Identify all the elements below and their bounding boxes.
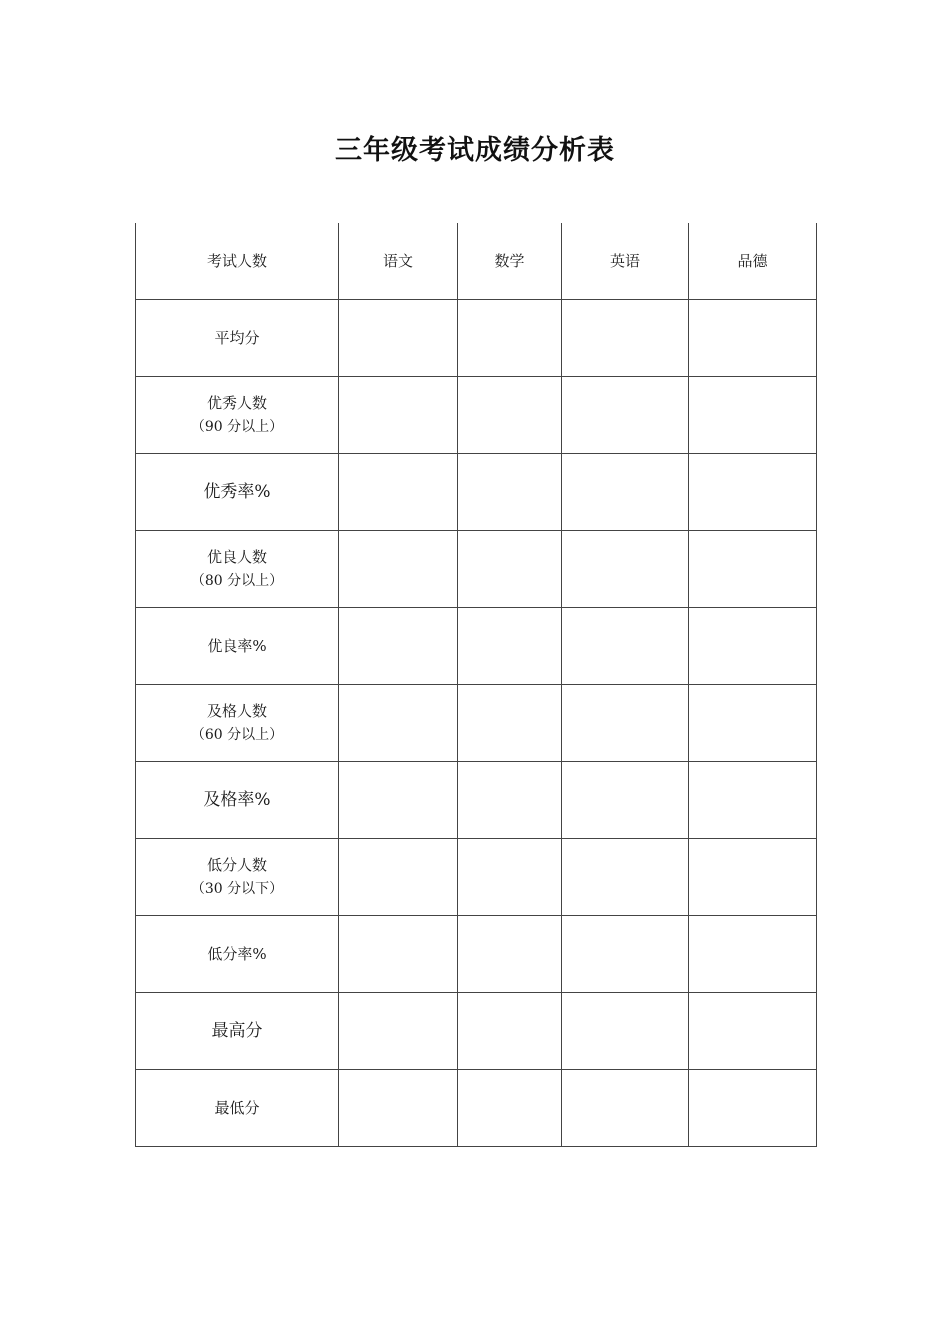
table-row: [136, 300, 817, 377]
row-sublabel: （90 分以上）: [190, 419, 284, 435]
empty-score-cell: [562, 1070, 689, 1147]
empty-score-cell: [562, 993, 689, 1070]
empty-score-cell: [339, 993, 458, 1070]
empty-score-cell: [458, 300, 562, 377]
header-subject-label: 英语: [609, 252, 640, 270]
empty-score-cell: [339, 762, 458, 839]
empty-score-cell: [562, 839, 689, 916]
row-label: 优秀率%: [203, 482, 271, 502]
table-row: [136, 1070, 817, 1147]
empty-score-cell: [562, 454, 689, 531]
row-label-cell: [136, 762, 339, 839]
header-corner-label: 考试人数: [206, 252, 267, 270]
row-label-cell: [136, 1070, 339, 1147]
empty-score-cell: [689, 993, 817, 1070]
empty-score-cell: [562, 377, 689, 454]
row-label-cell: [136, 608, 339, 685]
table-row: [136, 608, 817, 685]
header-subject-cell: [339, 223, 458, 300]
empty-score-cell: [458, 454, 562, 531]
empty-score-cell: [339, 685, 458, 762]
empty-score-cell: [562, 531, 689, 608]
empty-score-cell: [562, 916, 689, 993]
table-row: [136, 377, 817, 454]
empty-score-cell: [339, 608, 458, 685]
row-label-cell: [136, 377, 339, 454]
table-row: [136, 685, 817, 762]
empty-score-cell: [562, 762, 689, 839]
table-row: [136, 454, 817, 531]
empty-score-cell: [562, 608, 689, 685]
empty-score-cell: [458, 608, 562, 685]
row-label-cell: [136, 839, 339, 916]
header-subject-label: 语文: [382, 252, 413, 270]
row-label: 最高分: [211, 1021, 263, 1041]
empty-score-cell: [458, 839, 562, 916]
empty-score-cell: [339, 839, 458, 916]
row-label-cell: [136, 300, 339, 377]
empty-score-cell: [339, 916, 458, 993]
row-label: 优良率%: [207, 637, 267, 655]
empty-score-cell: [458, 531, 562, 608]
table-row: [136, 993, 817, 1070]
empty-score-cell: [689, 454, 817, 531]
empty-score-cell: [562, 300, 689, 377]
empty-score-cell: [458, 685, 562, 762]
row-label: 最低分: [214, 1099, 260, 1117]
row-label: 低分率%: [207, 945, 267, 963]
row-label: 及格率%: [203, 790, 271, 810]
row-label-cell: [136, 993, 339, 1070]
table-row: [136, 839, 817, 916]
empty-score-cell: [458, 762, 562, 839]
header-corner-cell: [136, 223, 339, 300]
empty-score-cell: [339, 531, 458, 608]
row-label: 优良人数: [206, 548, 267, 566]
header-subject-cell: [689, 223, 817, 300]
table-row: [136, 531, 817, 608]
empty-score-cell: [689, 1070, 817, 1147]
empty-score-cell: [339, 300, 458, 377]
table-row: [136, 916, 817, 993]
header-subject-cell: [458, 223, 562, 300]
empty-score-cell: [689, 300, 817, 377]
empty-score-cell: [339, 1070, 458, 1147]
row-label-cell: [136, 531, 339, 608]
empty-score-cell: [689, 916, 817, 993]
empty-score-cell: [689, 685, 817, 762]
empty-score-cell: [458, 916, 562, 993]
row-sublabel: （30 分以下）: [190, 881, 284, 897]
empty-score-cell: [689, 839, 817, 916]
row-sublabel: （60 分以上）: [190, 727, 284, 743]
empty-score-cell: [339, 454, 458, 531]
row-label-cell: [136, 454, 339, 531]
header-subject-label: 数学: [494, 252, 525, 270]
empty-score-cell: [689, 608, 817, 685]
empty-score-cell: [689, 762, 817, 839]
table-header-row: [136, 223, 817, 300]
empty-score-cell: [689, 377, 817, 454]
row-label-cell: [136, 685, 339, 762]
row-label-cell: [136, 916, 339, 993]
empty-score-cell: [458, 377, 562, 454]
header-subject-cell: [562, 223, 689, 300]
row-label: 及格人数: [206, 702, 267, 720]
empty-score-cell: [458, 993, 562, 1070]
grade-analysis-table: [135, 223, 817, 1147]
row-sublabel: （80 分以上）: [190, 573, 284, 589]
empty-score-cell: [339, 377, 458, 454]
empty-score-cell: [562, 685, 689, 762]
header-subject-label: 品德: [737, 252, 768, 270]
empty-score-cell: [689, 531, 817, 608]
page-title: 三年级考试成绩分析表: [335, 135, 615, 166]
table-row: [136, 762, 817, 839]
empty-score-cell: [458, 1070, 562, 1147]
row-label: 优秀人数: [206, 394, 267, 412]
table-body: [136, 223, 817, 1147]
row-label: 平均分: [214, 329, 260, 347]
row-label: 低分人数: [206, 856, 267, 874]
